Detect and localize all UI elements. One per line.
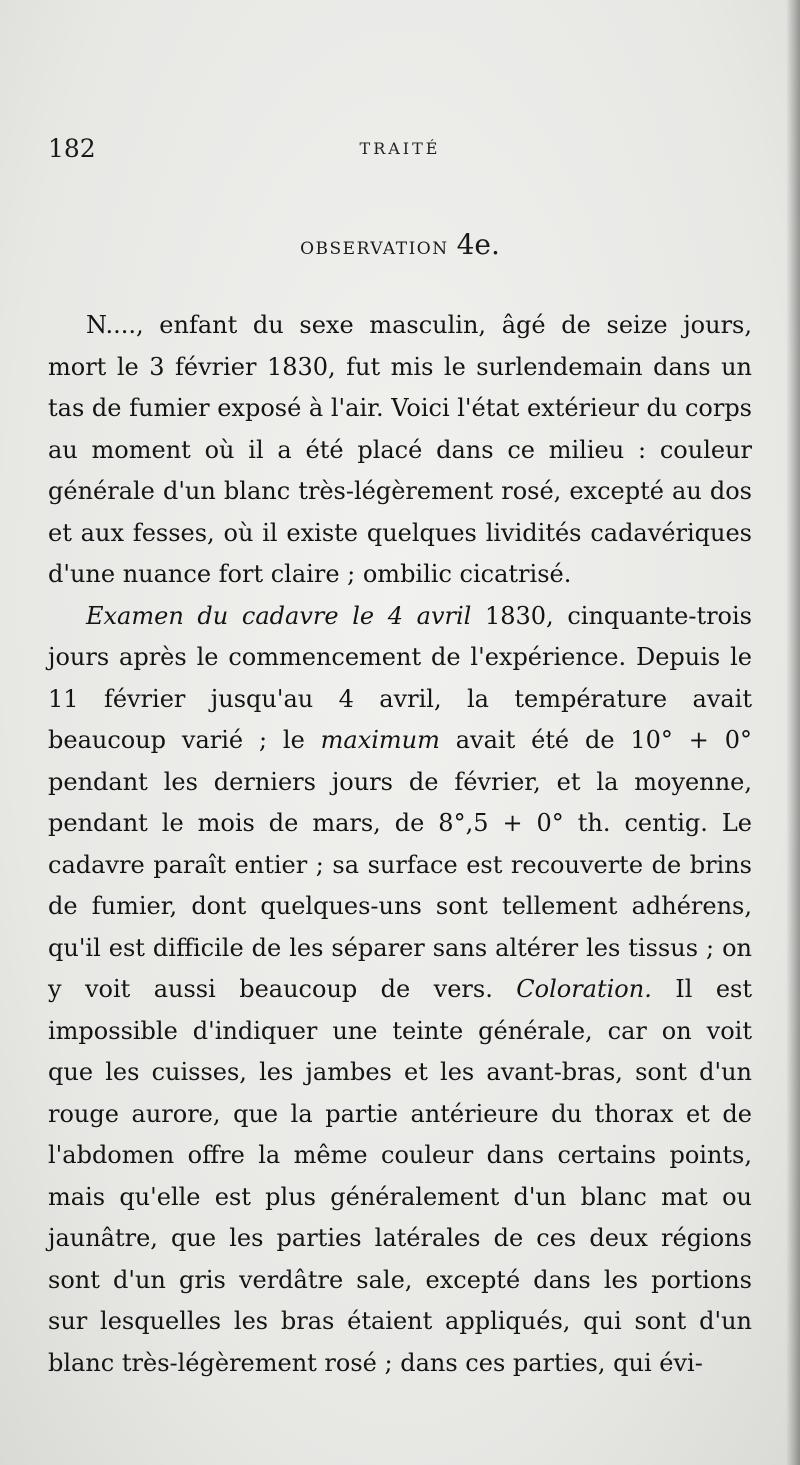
page-spine-shadow — [786, 0, 800, 1465]
observation-label: OBSERVATION — [300, 239, 449, 259]
page-number: 182 — [48, 134, 96, 163]
running-title: TRAITÉ — [359, 139, 441, 158]
observation-heading — [0, 228, 800, 261]
running-header — [48, 134, 752, 170]
paragraph-1: N...., enfant du sexe masculin, âgé de seize jours, mort le 3 février 1830, fut mis le surlendemain dans un tas de fumier exposé à l'air. Voici l'état extérieur du corps au moment où il a été placé dans ce milieu : couleur générale d'un blanc très-légèrement rosé, excepté au dos et aux fesses, où il existe quelques lividités cadavériques d'une nuance fort claire ; ombilic cicatrisé. — [48, 311, 752, 588]
paragraph-2-text-c: Il est impossible d'indiquer une teinte générale, car on voit que les cuisses, les jambes et les avant-bras, sont d'un rouge aurore, que la partie antérieure du thorax et de l'abdomen offre la même couleur dans certains points, mais qu'elle est plus généralement d'un blanc mat ou jaunâtre, que les parties latérales de ces deux régions sont d'un gris verdâtre sale, excepté dans les portions sur lesquelles les bras étaient appliqués, qui sont d'un blanc très-légèrement rosé ; dans ces parties, qui évi- — [48, 975, 752, 1377]
paragraph-2-italic-maximum: maximum — [320, 726, 440, 754]
paragraph-2-text-a: 1830, cinquante-trois jours après le commencement de l'expérience. Depuis le 11 février jusqu'au 4 avril, la température avait beaucoup varié ; le — [48, 601, 752, 754]
body-text — [48, 305, 752, 1384]
paragraph-2-italic-lead: Examen du cadavre le 4 avril — [86, 601, 472, 630]
paragraph-2 — [48, 596, 752, 1385]
observation-number: 4e. — [456, 228, 500, 261]
paragraph-2-text-b: avait été de 10° + 0° pendant les derniers jours de février, et la moyenne, pendant le mois de mars, de 8°,5 + 0° th. centig. Le cadavre paraît entier ; sa surface est recouverte de brins de fumier, dont quelques-uns sont tellement adhérens, qu'il est difficile de les séparer sans altérer les tissus ; on y voit aussi beaucoup de vers. — [48, 726, 752, 1003]
paragraph-2-italic-coloration: Coloration. — [516, 975, 652, 1003]
